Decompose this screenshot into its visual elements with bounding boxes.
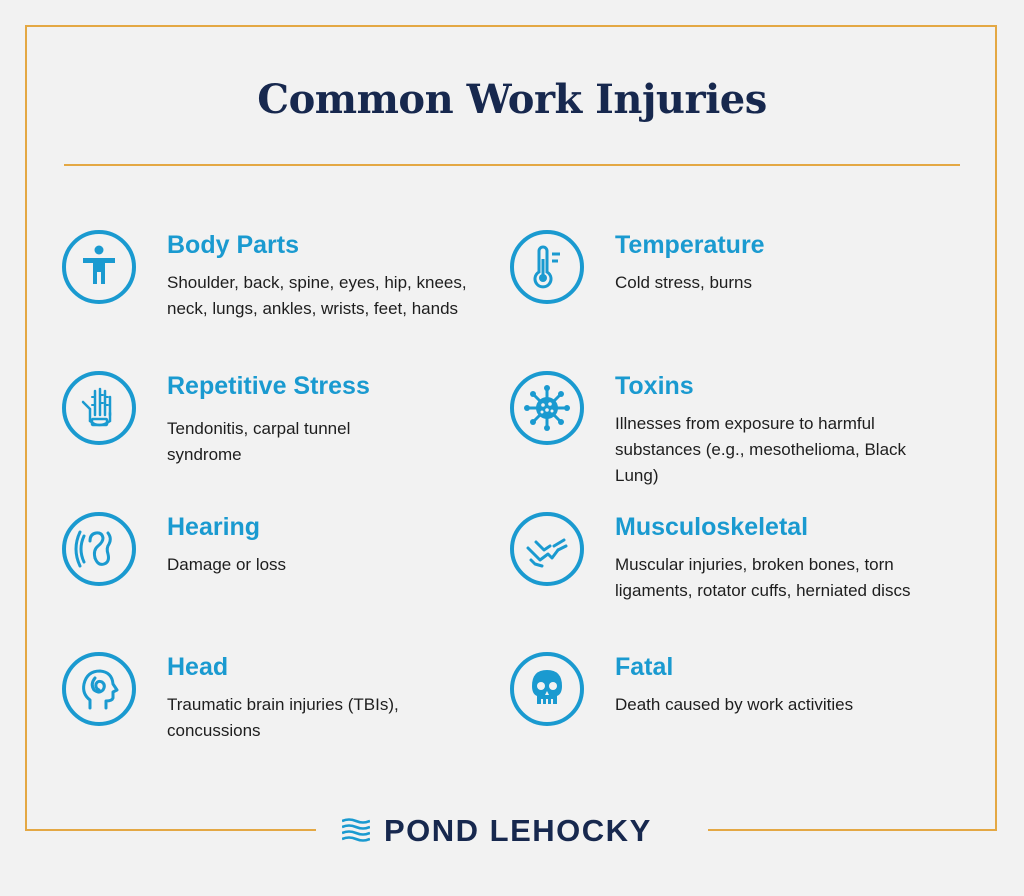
page-title: Common Work Injuries bbox=[257, 76, 767, 123]
injury-description: Muscular injuries, broken bones, torn ligaments, rotator cuffs, herniated discs bbox=[615, 555, 911, 600]
injury-description: Tendonitis, carpal tunnel syndrome bbox=[167, 419, 351, 464]
virus-icon bbox=[510, 371, 584, 445]
injury-heading: Body Parts bbox=[167, 231, 299, 259]
body-icon bbox=[62, 230, 136, 304]
injury-description: Traumatic brain injuries (TBIs), concussions bbox=[167, 695, 399, 740]
injury-heading: Hearing bbox=[167, 513, 261, 541]
broken-bone-icon bbox=[510, 512, 584, 586]
title-divider bbox=[64, 164, 960, 166]
head-icon bbox=[62, 652, 136, 726]
injury-description: Death caused by work activities bbox=[615, 695, 854, 714]
injury-heading: Toxins bbox=[615, 372, 694, 400]
hand-icon bbox=[62, 371, 136, 445]
thermometer-icon bbox=[510, 230, 584, 304]
injury-heading: Repetitive Stress bbox=[167, 372, 370, 400]
injury-heading: Fatal bbox=[615, 653, 674, 681]
injury-description: Cold stress, burns bbox=[615, 273, 752, 292]
injury-heading: Head bbox=[167, 653, 229, 681]
injury-description: Illnesses from exposure to harmful substances (e.g., mesothelioma, Black Lung) bbox=[615, 414, 907, 485]
skull-icon bbox=[510, 652, 584, 726]
injury-heading: Temperature bbox=[615, 231, 765, 259]
injury-description: Shoulder, back, spine, eyes, hip, knees, neck, lungs, ankles, wrists, feet, hands bbox=[167, 273, 467, 318]
injury-description: Damage or loss bbox=[167, 555, 287, 574]
brand-logo-text: POND LEHOCKY bbox=[384, 813, 652, 848]
ear-icon bbox=[62, 512, 136, 586]
waves-logo-icon bbox=[342, 818, 370, 844]
injury-heading: Musculoskeletal bbox=[615, 513, 809, 541]
